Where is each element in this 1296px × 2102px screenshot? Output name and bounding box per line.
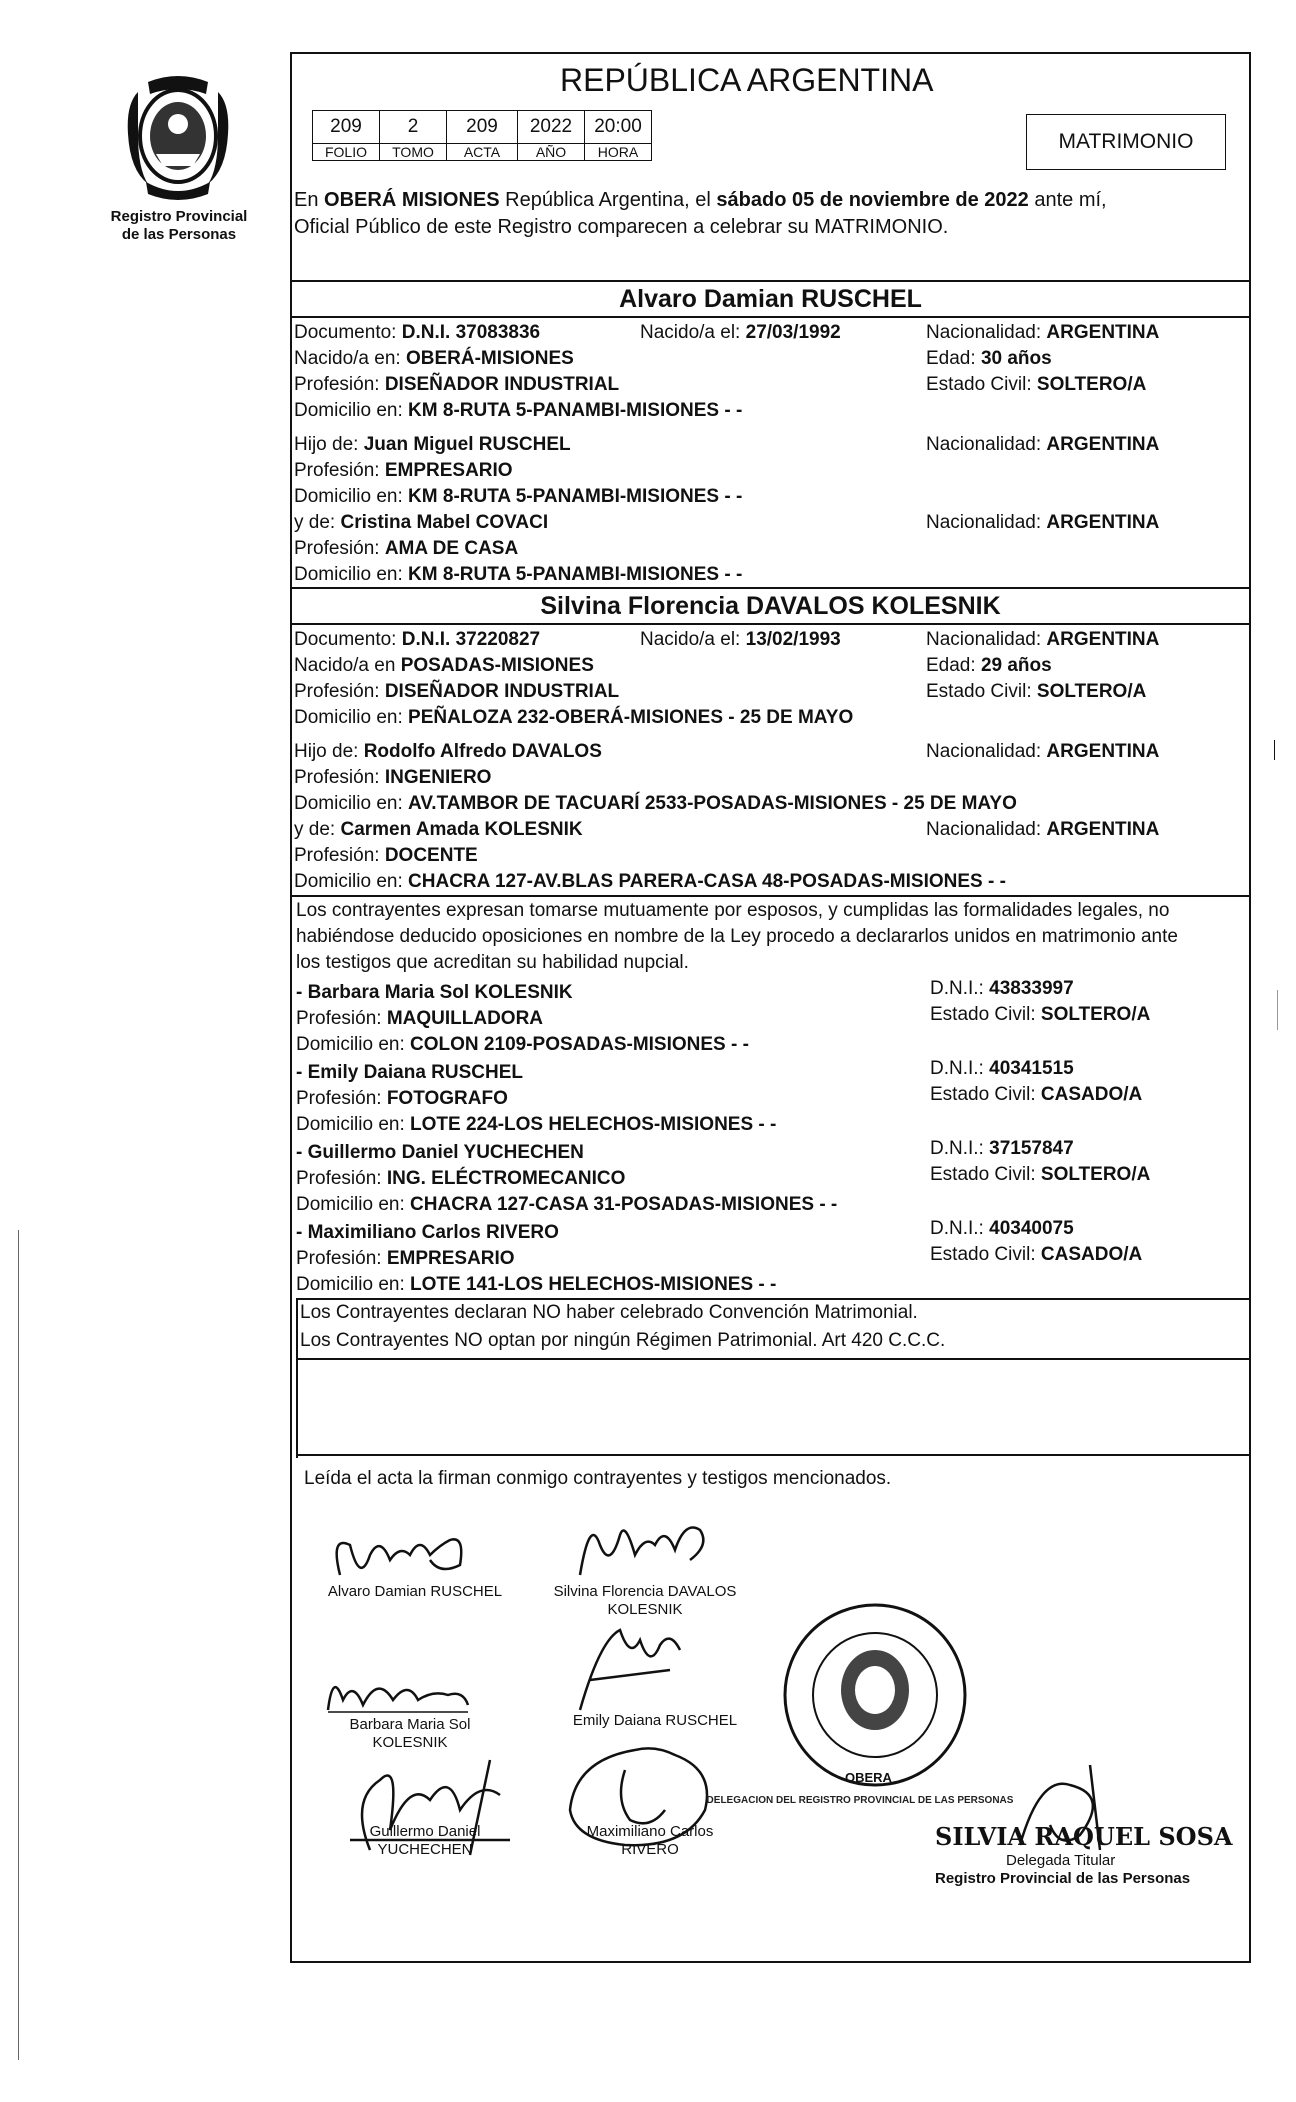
witness-dni <box>930 978 1074 1000</box>
value: ING. ELÉCTROMECANICO <box>386 1168 626 1189</box>
value: EMPRESARIO <box>384 460 513 481</box>
section-rule <box>290 280 1251 282</box>
value: KM 8-RUTA 5-PANAMBI-MISIONES - - <box>408 486 743 507</box>
label: Domicilio en: <box>294 400 403 421</box>
value: CASADO/A <box>1040 1084 1143 1105</box>
value: SOLTERO/A <box>1036 681 1147 702</box>
spouse2-father <box>294 741 602 763</box>
value: 43833997 <box>989 978 1074 999</box>
label: Profesión: <box>294 538 380 559</box>
folio-label: FOLIO <box>313 144 380 161</box>
value: POSADAS-MISIONES <box>400 655 594 676</box>
spouse1-born-on <box>640 322 841 344</box>
country-title: REPÚBLICA ARGENTINA <box>560 62 934 98</box>
value: DISEÑADOR INDUSTRIAL <box>384 374 620 395</box>
label: Domicilio en: <box>294 871 403 892</box>
year-value: 2022 <box>518 111 585 144</box>
value: ARGENTINA <box>1046 819 1160 840</box>
label: Profesión: <box>296 1008 382 1029</box>
spouse1-civil-status <box>926 374 1146 396</box>
value: 40340075 <box>989 1218 1074 1239</box>
signature-caption: Guillermo Daniel <box>369 1823 481 1840</box>
value: SOLTERO/A <box>1036 374 1147 395</box>
note-line: Los Contrayentes declaran NO haber celebrado Convención Matrimonial. <box>300 1302 918 1323</box>
label: Estado Civil: <box>930 1004 1036 1025</box>
record-table <box>312 110 652 161</box>
spouse2-mother-address <box>294 871 1006 893</box>
value: OBERÁ-MISIONES <box>405 348 574 369</box>
value: AMA DE CASA <box>384 538 519 559</box>
section-rule <box>296 1454 1251 1456</box>
stamp-city: OBERA <box>845 1770 892 1785</box>
spouse1-mother-nationality <box>926 512 1159 534</box>
value: 30 años <box>980 348 1052 369</box>
label: Domicilio en: <box>294 486 403 507</box>
label: D.N.I.: <box>930 1218 984 1239</box>
label: Nacionalidad: <box>926 741 1042 762</box>
label: D.N.I.: <box>930 1058 984 1079</box>
value: INGENIERO <box>384 767 492 788</box>
label: Profesión: <box>296 1248 382 1269</box>
value: KM 8-RUTA 5-PANAMBI-MISIONES - - <box>408 400 743 421</box>
hour-value: 20:00 <box>585 111 652 144</box>
signature-caption: KOLESNIK <box>607 1601 683 1618</box>
spouse1-father <box>294 434 571 456</box>
label: Nacido/a en <box>294 655 396 676</box>
value: KM 8-RUTA 5-PANAMBI-MISIONES - - <box>408 564 743 585</box>
spouse1-father-address <box>294 486 742 508</box>
spouse2-civil-status <box>926 681 1146 703</box>
label: Nacionalidad: <box>926 629 1042 650</box>
witness-profession <box>296 1088 508 1110</box>
label: Edad: <box>926 348 976 369</box>
value: ARGENTINA <box>1046 434 1160 455</box>
official-office: Registro Provincial de las Personas <box>935 1870 1191 1887</box>
label: Documento: <box>294 629 397 650</box>
spouse2-address <box>294 707 853 729</box>
value: 27/03/1992 <box>745 322 841 343</box>
spouse1-mother <box>294 512 548 534</box>
label: Domicilio en: <box>296 1194 405 1215</box>
label: y de: <box>294 819 336 840</box>
intro-text: En <box>294 189 325 211</box>
tomo-value: 2 <box>380 111 447 144</box>
label: Estado Civil: <box>926 681 1032 702</box>
label: Hijo de: <box>294 434 359 455</box>
value: SOLTERO/A <box>1040 1004 1151 1025</box>
spouse2-name: Silvina Florencia DAVALOS KOLESNIK <box>540 592 1001 620</box>
signature-caption: Emily Daiana RUSCHEL <box>572 1712 738 1729</box>
spouse2-mother <box>294 819 583 841</box>
spouse2-nationality <box>926 629 1159 651</box>
label: Profesión: <box>294 460 380 481</box>
spouse1-profession <box>294 374 619 396</box>
value: CHACRA 127-AV.BLAS PARERA-CASA 48-POSADAS-MISIONES - - <box>408 871 1006 892</box>
witness-profession <box>296 1168 625 1190</box>
witness-address <box>296 1194 837 1216</box>
value: CHACRA 127-CASA 31-POSADAS-MISIONES - - <box>410 1194 838 1215</box>
value: LOTE 141-LOS HELECHOS-MISIONES - - <box>410 1274 777 1295</box>
spouse2-mother-profession <box>294 845 478 867</box>
witness-civil-status <box>930 1244 1142 1266</box>
signature-caption: KOLESNIK <box>372 1734 448 1751</box>
value: 40341515 <box>989 1058 1074 1079</box>
witness-name: - Guillermo Daniel YUCHECHEN <box>296 1142 584 1163</box>
spouse1-mother-profession <box>294 538 518 560</box>
value: D.N.I. 37220827 <box>401 629 541 650</box>
value: FOTOGRAFO <box>386 1088 508 1109</box>
label: Estado Civil: <box>930 1084 1036 1105</box>
intro-text: ante mí, <box>1028 189 1107 211</box>
label: Edad: <box>926 655 976 676</box>
label: Profesión: <box>294 374 380 395</box>
value: CASADO/A <box>1040 1244 1143 1265</box>
folio-value: 209 <box>313 111 380 144</box>
witness-address <box>296 1274 776 1296</box>
label: Domicilio en: <box>294 707 403 728</box>
signature-caption: Silvina Florencia DAVALOS <box>553 1583 737 1600</box>
value: D.N.I. 37083836 <box>401 322 541 343</box>
label: Domicilio en: <box>294 564 403 585</box>
witness-profession <box>296 1008 543 1030</box>
value: DOCENTE <box>384 845 478 866</box>
spouse2-father-address <box>294 793 1017 815</box>
intro-city: OBERÁ MISIONES <box>324 189 500 211</box>
label: Nacido/a el: <box>640 322 741 343</box>
signature-caption: RIVERO <box>621 1841 679 1858</box>
label: Estado Civil: <box>926 374 1032 395</box>
witness-name: - Emily Daiana RUSCHEL <box>296 1062 523 1083</box>
official-title: Delegada Titular <box>1006 1852 1116 1869</box>
closing-text: Leída el acta la firman conmigo contrayentes y testigos mencionados. <box>304 1468 892 1489</box>
label: Profesión: <box>294 681 380 702</box>
spouse1-mother-address <box>294 564 742 586</box>
intro-date: sábado 05 de noviembre de 2022 <box>716 189 1029 211</box>
register-name: Registro Provincial de las Personas <box>110 208 248 243</box>
intro-text: República Argentina, el <box>499 189 717 211</box>
signature-emily <box>560 1620 710 1720</box>
witness-civil-status <box>930 1164 1150 1186</box>
spouse1-address <box>294 400 742 422</box>
value: 29 años <box>980 655 1052 676</box>
label: Profesión: <box>296 1088 382 1109</box>
section-rule <box>290 316 1251 318</box>
witness-dni <box>930 1218 1074 1240</box>
intro-line-2: Oficial Público de este Registro comparecen a celebrar su MATRIMONIO. <box>294 216 949 238</box>
label: y de: <box>294 512 336 533</box>
section-rule <box>296 1298 1251 1300</box>
label: Estado Civil: <box>930 1244 1036 1265</box>
label: Domicilio en: <box>296 1274 405 1295</box>
value: 37157847 <box>989 1138 1074 1159</box>
value: MAQUILLADORA <box>386 1008 544 1029</box>
value: ARGENTINA <box>1046 629 1160 650</box>
inner-rule <box>296 1298 298 1458</box>
value: EMPRESARIO <box>386 1248 515 1269</box>
label: Nacionalidad: <box>926 322 1042 343</box>
witness-civil-status <box>930 1004 1150 1026</box>
intro-line-1 <box>294 189 1107 211</box>
province-seal <box>108 74 248 204</box>
spouse1-father-profession <box>294 460 513 482</box>
label: Nacido/a en: <box>294 348 401 369</box>
label: Profesión: <box>294 767 380 788</box>
section-rule <box>290 895 1251 897</box>
value: COLON 2109-POSADAS-MISIONES - - <box>410 1034 749 1055</box>
spouse1-doc <box>294 322 540 344</box>
value: Rodolfo Alfredo DAVALOS <box>363 741 602 762</box>
spouse1-age <box>926 348 1052 370</box>
label: D.N.I.: <box>930 1138 984 1159</box>
spouse2-profession <box>294 681 619 703</box>
spouse2-age <box>926 655 1052 677</box>
declaration-line: habiéndose deducido oposiciones en nombre de la Ley procedo a declararlos unidos en matrimonio ante <box>296 926 1178 947</box>
stamp-ring-text: DELEGACION DEL REGISTRO PROVINCIAL DE LAS PERSONAS <box>706 1795 1014 1806</box>
signature-caption: Barbara Maria Sol <box>349 1716 471 1733</box>
spouse2-born-in <box>294 655 594 677</box>
label: Domicilio en: <box>296 1034 405 1055</box>
label: Domicilio en: <box>296 1114 405 1135</box>
value: LOTE 224-LOS HELECHOS-MISIONES - - <box>410 1114 777 1135</box>
label: Profesión: <box>294 845 380 866</box>
declaration-line: los testigos que acreditan su habilidad nupcial. <box>296 952 689 973</box>
spouse1-father-nationality <box>926 434 1159 456</box>
witness-profession <box>296 1248 515 1270</box>
label: Nacido/a el: <box>640 629 741 650</box>
section-rule <box>290 623 1251 625</box>
value: 13/02/1993 <box>745 629 841 650</box>
witness-dni <box>930 1058 1074 1080</box>
label: Profesión: <box>296 1168 382 1189</box>
label: Hijo de: <box>294 741 359 762</box>
acta-label: ACTA <box>447 144 518 161</box>
acta-value: 209 <box>447 111 518 144</box>
signature-caption: Alvaro Damian RUSCHEL <box>327 1583 503 1600</box>
section-rule <box>290 587 1251 589</box>
record-type-box: MATRIMONIO <box>1026 114 1226 170</box>
signature-caption: YUCHECHEN <box>377 1841 473 1858</box>
note-line: Los Contrayentes NO optan por ningún Régimen Patrimonial. Art 420 C.C.C. <box>300 1330 946 1351</box>
label: Nacionalidad: <box>926 512 1042 533</box>
official-stamp <box>780 1600 970 1790</box>
hour-label: HORA <box>585 144 652 161</box>
spouse1-name: Alvaro Damian RUSCHEL <box>619 285 922 313</box>
value: ARGENTINA <box>1046 741 1160 762</box>
margin-mark <box>1277 990 1278 1030</box>
witness-name: - Maximiliano Carlos RIVERO <box>296 1222 559 1243</box>
value: SOLTERO/A <box>1040 1164 1151 1185</box>
official-name: SILVIA RAQUEL SOSA <box>935 1822 1233 1851</box>
declaration-line: Los contrayentes expresan tomarse mutuamente por esposos, y cumplidas las formalidades legales, no <box>296 900 1170 921</box>
witness-name: - Barbara Maria Sol KOLESNIK <box>296 982 573 1003</box>
spouse2-born-on <box>640 629 841 651</box>
label: Nacionalidad: <box>926 434 1042 455</box>
spouse2-father-profession <box>294 767 491 789</box>
spouse2-mother-nationality <box>926 819 1159 841</box>
spouse2-doc <box>294 629 540 651</box>
label: Estado Civil: <box>930 1164 1036 1185</box>
witness-address <box>296 1034 749 1056</box>
witness-civil-status <box>930 1084 1142 1106</box>
tomo-label: TOMO <box>380 144 447 161</box>
value: ARGENTINA <box>1046 512 1160 533</box>
value: PEÑALOZA 232-OBERÁ-MISIONES - 25 DE MAYO <box>408 707 854 728</box>
spouse2-father-nationality <box>926 741 1159 763</box>
label: D.N.I.: <box>930 978 984 999</box>
year-label: AÑO <box>518 144 585 161</box>
value: AV.TAMBOR DE TACUARÍ 2533-POSADAS-MISIONES - 25 DE MAYO <box>408 793 1017 814</box>
witness-dni <box>930 1138 1074 1160</box>
value: Cristina Mabel COVACI <box>340 512 549 533</box>
spouse1-nationality <box>926 322 1159 344</box>
spouse1-born-in <box>294 348 574 370</box>
signature-caption: Maximiliano Carlos <box>586 1823 714 1840</box>
margin-mark <box>1274 740 1275 760</box>
label: Nacionalidad: <box>926 819 1042 840</box>
value: ARGENTINA <box>1046 322 1160 343</box>
label: Domicilio en: <box>294 793 403 814</box>
section-rule <box>296 1358 1251 1360</box>
signature-silvina <box>560 1505 730 1590</box>
value: DISEÑADOR INDUSTRIAL <box>384 681 620 702</box>
value: Carmen Amada KOLESNIK <box>340 819 583 840</box>
margin-mark <box>18 1230 19 2060</box>
label: Documento: <box>294 322 397 343</box>
value: Juan Miguel RUSCHEL <box>363 434 571 455</box>
witness-address <box>296 1114 776 1136</box>
signature-barbara <box>318 1660 478 1720</box>
